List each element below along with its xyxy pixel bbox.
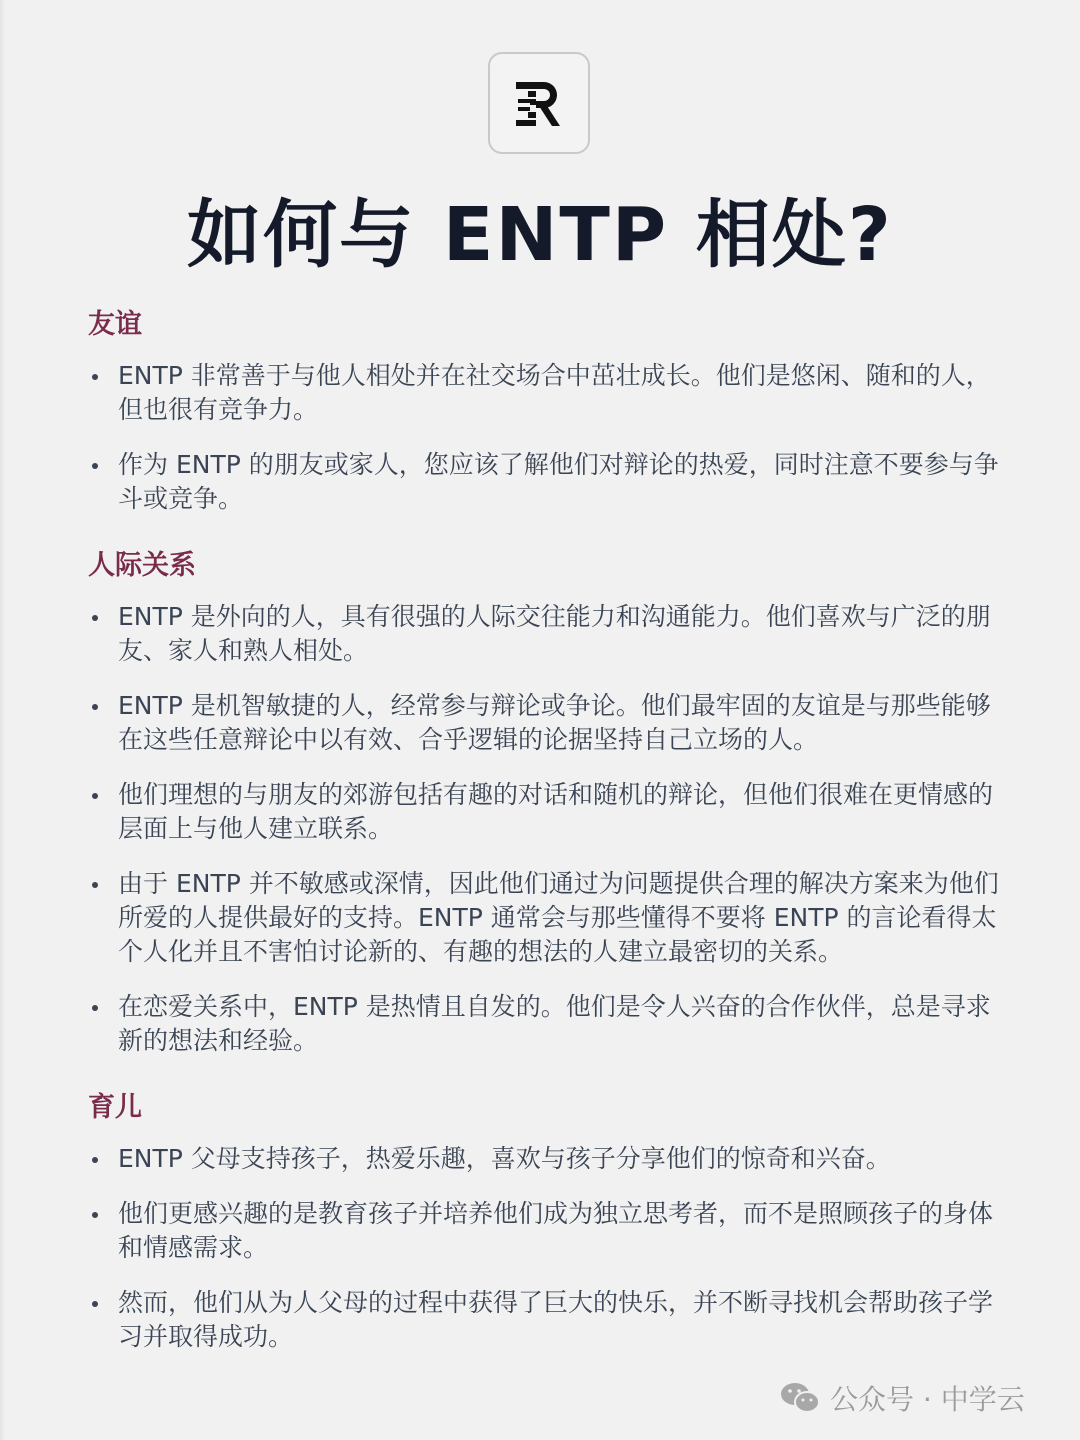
section-heading: 友谊 xyxy=(88,309,142,340)
stylized-r-logo-icon xyxy=(508,72,570,134)
list-item xyxy=(88,1286,1008,1354)
list-item xyxy=(88,867,1008,969)
list-item xyxy=(88,778,1008,846)
bullet-list xyxy=(88,359,1008,516)
content xyxy=(88,305,1008,1384)
bullet-icon xyxy=(92,615,98,621)
list-item-text: 然而，他们从为人父母的过程中获得了巨大的快乐，并不断寻找机会帮助孩子学习并取得成功。 xyxy=(118,1288,994,1351)
list-item-text: ENTP 非常善于与他人相处并在社交场合中茁壮成长。他们是悠闲、随和的人，但也很有竞争力。 xyxy=(118,361,991,424)
list-item xyxy=(88,1142,1008,1176)
bullet-icon xyxy=(92,882,98,888)
list-item-text: 他们理想的与朋友的郊游包括有趣的对话和随机的辩论，但他们很难在更情感的层面上与他人建立联系。 xyxy=(118,780,994,843)
section-relationships xyxy=(88,546,1008,1058)
list-item-text: 他们更感兴趣的是教育孩子并培养他们成为独立思考者，而不是照顾孩子的身体和情感需求。 xyxy=(118,1199,994,1262)
bullet-icon xyxy=(92,374,98,380)
list-item xyxy=(88,600,1008,668)
logo xyxy=(488,52,590,154)
list-item xyxy=(88,448,1008,516)
bullet-list xyxy=(88,1142,1008,1354)
page-title: 如何与 ENTP 相处? xyxy=(187,192,893,278)
section-heading: 育儿 xyxy=(88,1092,142,1123)
bullet-icon xyxy=(92,463,98,469)
bullet-icon xyxy=(92,1157,98,1163)
list-item-text: ENTP 父母支持孩子，热爱乐趣，喜欢与孩子分享他们的惊奇和兴奋。 xyxy=(118,1144,891,1173)
bullet-list xyxy=(88,600,1008,1058)
list-item-text: ENTP 是机智敏捷的人，经常参与辩论或争论。他们最牢固的友谊是与那些能够在这些任意辩论中以有效、合乎逻辑的论据坚持自己立场的人。 xyxy=(118,691,991,754)
section-parenting xyxy=(88,1088,1008,1354)
section-heading: 人际关系 xyxy=(88,550,196,581)
bullet-icon xyxy=(92,1212,98,1218)
bullet-icon xyxy=(92,1005,98,1011)
bullet-icon xyxy=(92,704,98,710)
list-item xyxy=(88,689,1008,757)
watermark xyxy=(780,1378,1025,1418)
bullet-icon xyxy=(92,793,98,799)
list-item-text: 由于 ENTP 并不敏感或深情，因此他们通过为问题提供合理的解决方案来为他们所爱的人提供最好的支持。ENTP 通常会与那些懂得不要将 ENTP 的言论看得太个人化并且不害怕讨论新的、有趣的想法的人建立最密切的关系。 xyxy=(118,869,999,966)
list-item-text: 作为 ENTP 的朋友或家人，您应该了解他们对辩论的热爱，同时注意不要参与争斗或竞争。 xyxy=(118,450,999,513)
bullet-icon xyxy=(92,1301,98,1307)
list-item-text: ENTP 是外向的人，具有很强的人际交往能力和沟通能力。他们喜欢与广泛的朋友、家人和熟人相处。 xyxy=(118,602,991,665)
list-item xyxy=(88,1197,1008,1265)
section-friendship xyxy=(88,305,1008,516)
list-item-text: 在恋爱关系中，ENTP 是热情且自发的。他们是令人兴奋的合作伙伴，总是寻求新的想法和经验。 xyxy=(118,992,991,1055)
watermark-text: 公众号 · 中学云 xyxy=(830,1383,1025,1416)
list-item xyxy=(88,359,1008,427)
wechat-icon xyxy=(780,1381,820,1415)
list-item xyxy=(88,990,1008,1058)
